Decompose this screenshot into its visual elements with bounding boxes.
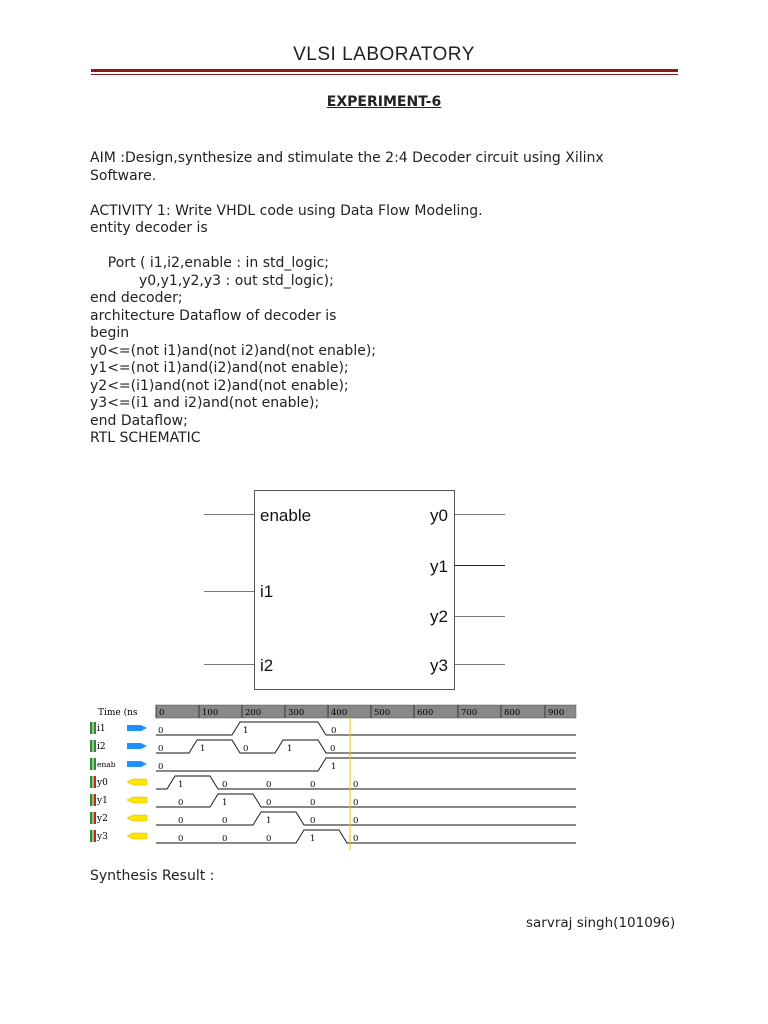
signal-row-y1[interactable]	[90, 794, 576, 808]
signal-value: 0	[243, 744, 249, 754]
ruler-tick-label: 400	[331, 708, 348, 718]
code-line: end decoder;	[90, 290, 183, 306]
waveform-trace	[156, 830, 576, 843]
pin-label-y2: y2	[430, 607, 448, 626]
author-name: sarvraj singh(101096)	[526, 915, 676, 931]
signal-row-y3[interactable]	[90, 830, 576, 844]
document-body	[90, 150, 690, 448]
signal-value: 0	[222, 780, 228, 790]
code-line: y3<=(i1 and i2)and(not enable);	[90, 395, 320, 411]
code-line: y2<=(i1)and(not i2)and(not enable);	[90, 377, 349, 394]
waveform-trace	[156, 740, 576, 753]
code-line	[90, 238, 690, 256]
ruler-tick-label: 0	[159, 708, 165, 718]
signal-bar	[90, 722, 93, 734]
time-label: Time (ns	[98, 708, 138, 718]
input-arrow-icon	[127, 725, 147, 731]
signal-name: enab	[97, 760, 116, 769]
signal-bar	[90, 758, 93, 770]
code-line: y0<=(not i1)and(not i2)and(not enable);	[90, 342, 377, 359]
signal-bar	[90, 740, 93, 752]
pin-label-i1: i1	[260, 582, 274, 601]
ruler-tick-label: 700	[461, 708, 478, 718]
output-arrow-icon	[127, 779, 147, 785]
code-line: y0,y1,y2,y3 : out std_logic);	[90, 272, 334, 289]
signal-value: 0	[158, 762, 164, 772]
signal-value: 0	[310, 816, 316, 826]
signal-value: 0	[353, 834, 359, 844]
signal-value: 0	[310, 780, 316, 790]
simulation-waveform	[0, 700, 768, 860]
ruler-tick-label: 500	[374, 708, 391, 718]
code-line: entity decoder is	[90, 220, 208, 236]
code-line: y1<=(not i1)and(i2)and(not enable);	[90, 360, 349, 376]
signal-bar	[94, 776, 97, 788]
ruler-tick-label: 800	[504, 708, 521, 718]
waveform-trace	[156, 794, 576, 807]
signal-name: y1	[97, 796, 108, 806]
signal-name: i1	[97, 724, 106, 734]
signal-row-i2[interactable]	[90, 740, 576, 754]
signal-value: 0	[222, 834, 228, 844]
signal-value: 1	[266, 816, 272, 826]
signal-bar	[94, 740, 97, 752]
signal-value: 1	[222, 798, 228, 808]
signal-row-y2[interactable]	[90, 812, 576, 826]
ruler-tick-label: 300	[288, 708, 305, 718]
signal-name: y3	[97, 832, 108, 842]
ruler-tick-label: 100	[202, 708, 219, 718]
signal-value: 0	[353, 798, 359, 808]
y0-wire	[455, 514, 505, 515]
waveform-trace	[156, 812, 576, 825]
output-arrow-icon	[127, 797, 147, 803]
waveform-trace	[156, 758, 576, 771]
code-line: architecture Dataflow of decoder is	[90, 307, 337, 324]
signal-value: 0	[353, 816, 359, 826]
code-line: Port ( i1,i2,enable : in std_logic;	[90, 255, 330, 271]
signal-row-y0[interactable]	[90, 776, 576, 790]
ruler-tick-label: 900	[548, 708, 565, 718]
signal-value: 0	[331, 726, 337, 736]
y1-wire	[455, 565, 505, 566]
pin-label-y3: y3	[430, 656, 448, 675]
signal-value: 1	[178, 780, 184, 790]
waveform-trace	[156, 776, 576, 789]
enable-wire	[204, 514, 254, 515]
page-header-title: VLSI LABORATORY	[293, 44, 475, 65]
header-rule-thick	[91, 69, 678, 72]
ruler-tick-label: 200	[245, 708, 262, 718]
rtl-schematic-heading: RTL SCHEMATIC	[90, 430, 201, 446]
signal-bar	[94, 722, 97, 734]
signal-value: 0	[266, 780, 272, 790]
waveform-trace	[156, 722, 576, 735]
signal-bar	[94, 812, 97, 824]
output-arrow-icon	[127, 815, 147, 821]
signal-value: 0	[178, 816, 184, 826]
pin-label-enable: enable	[260, 506, 312, 525]
signal-value: 0	[158, 744, 164, 754]
aim-line: Software.	[90, 167, 157, 184]
signal-bar	[90, 794, 93, 806]
signal-value: 0	[310, 798, 316, 808]
signal-value: 0	[178, 834, 184, 844]
signal-value: 1	[310, 834, 316, 844]
i1-wire	[204, 591, 254, 592]
signal-value: 0	[222, 816, 228, 826]
i2-wire	[204, 664, 254, 665]
ruler-tick-label: 600	[417, 708, 434, 718]
output-arrow-icon	[127, 833, 147, 839]
signal-bar	[94, 794, 97, 806]
signal-value: 1	[243, 726, 249, 736]
input-arrow-icon	[127, 761, 147, 767]
signal-value: 0	[353, 780, 359, 790]
experiment-title: EXPERIMENT-6	[326, 94, 442, 110]
signal-value: 0	[158, 726, 164, 736]
signal-value: 1	[200, 744, 206, 754]
header-rule-thin	[91, 74, 678, 75]
signal-bar	[90, 776, 93, 788]
signal-bar	[94, 758, 97, 770]
activity-line: ACTIVITY 1: Write VHDL code using Data Flow Modeling.	[90, 202, 483, 219]
pin-label-i2: i2	[260, 656, 274, 675]
signal-value: 0	[330, 744, 336, 754]
signal-value: 0	[266, 798, 272, 808]
pin-label-y0: y0	[430, 506, 448, 525]
y2-wire	[455, 616, 505, 617]
signal-value: 0	[178, 798, 184, 808]
signal-row-i1[interactable]	[90, 722, 576, 736]
signal-bar	[90, 812, 93, 824]
signal-bar	[90, 830, 93, 842]
y3-wire	[455, 664, 505, 665]
signal-bar	[94, 830, 97, 842]
signal-value: 1	[287, 744, 293, 754]
pin-label-y1: y1	[430, 557, 448, 576]
code-line: begin	[90, 325, 130, 341]
synthesis-result-label: Synthesis Result :	[90, 868, 215, 884]
aim-line: AIM :Design,synthesize and stimulate the 2:4 Decoder circuit using Xilinx	[90, 150, 604, 166]
signal-row-enab[interactable]	[90, 758, 576, 772]
signal-name: y0	[97, 778, 108, 788]
input-arrow-icon	[127, 743, 147, 749]
signal-name: y2	[97, 814, 108, 824]
signal-value: 0	[266, 834, 272, 844]
signal-name: i2	[97, 742, 106, 752]
signal-value: 1	[331, 762, 337, 772]
code-line: end Dataflow;	[90, 412, 188, 429]
